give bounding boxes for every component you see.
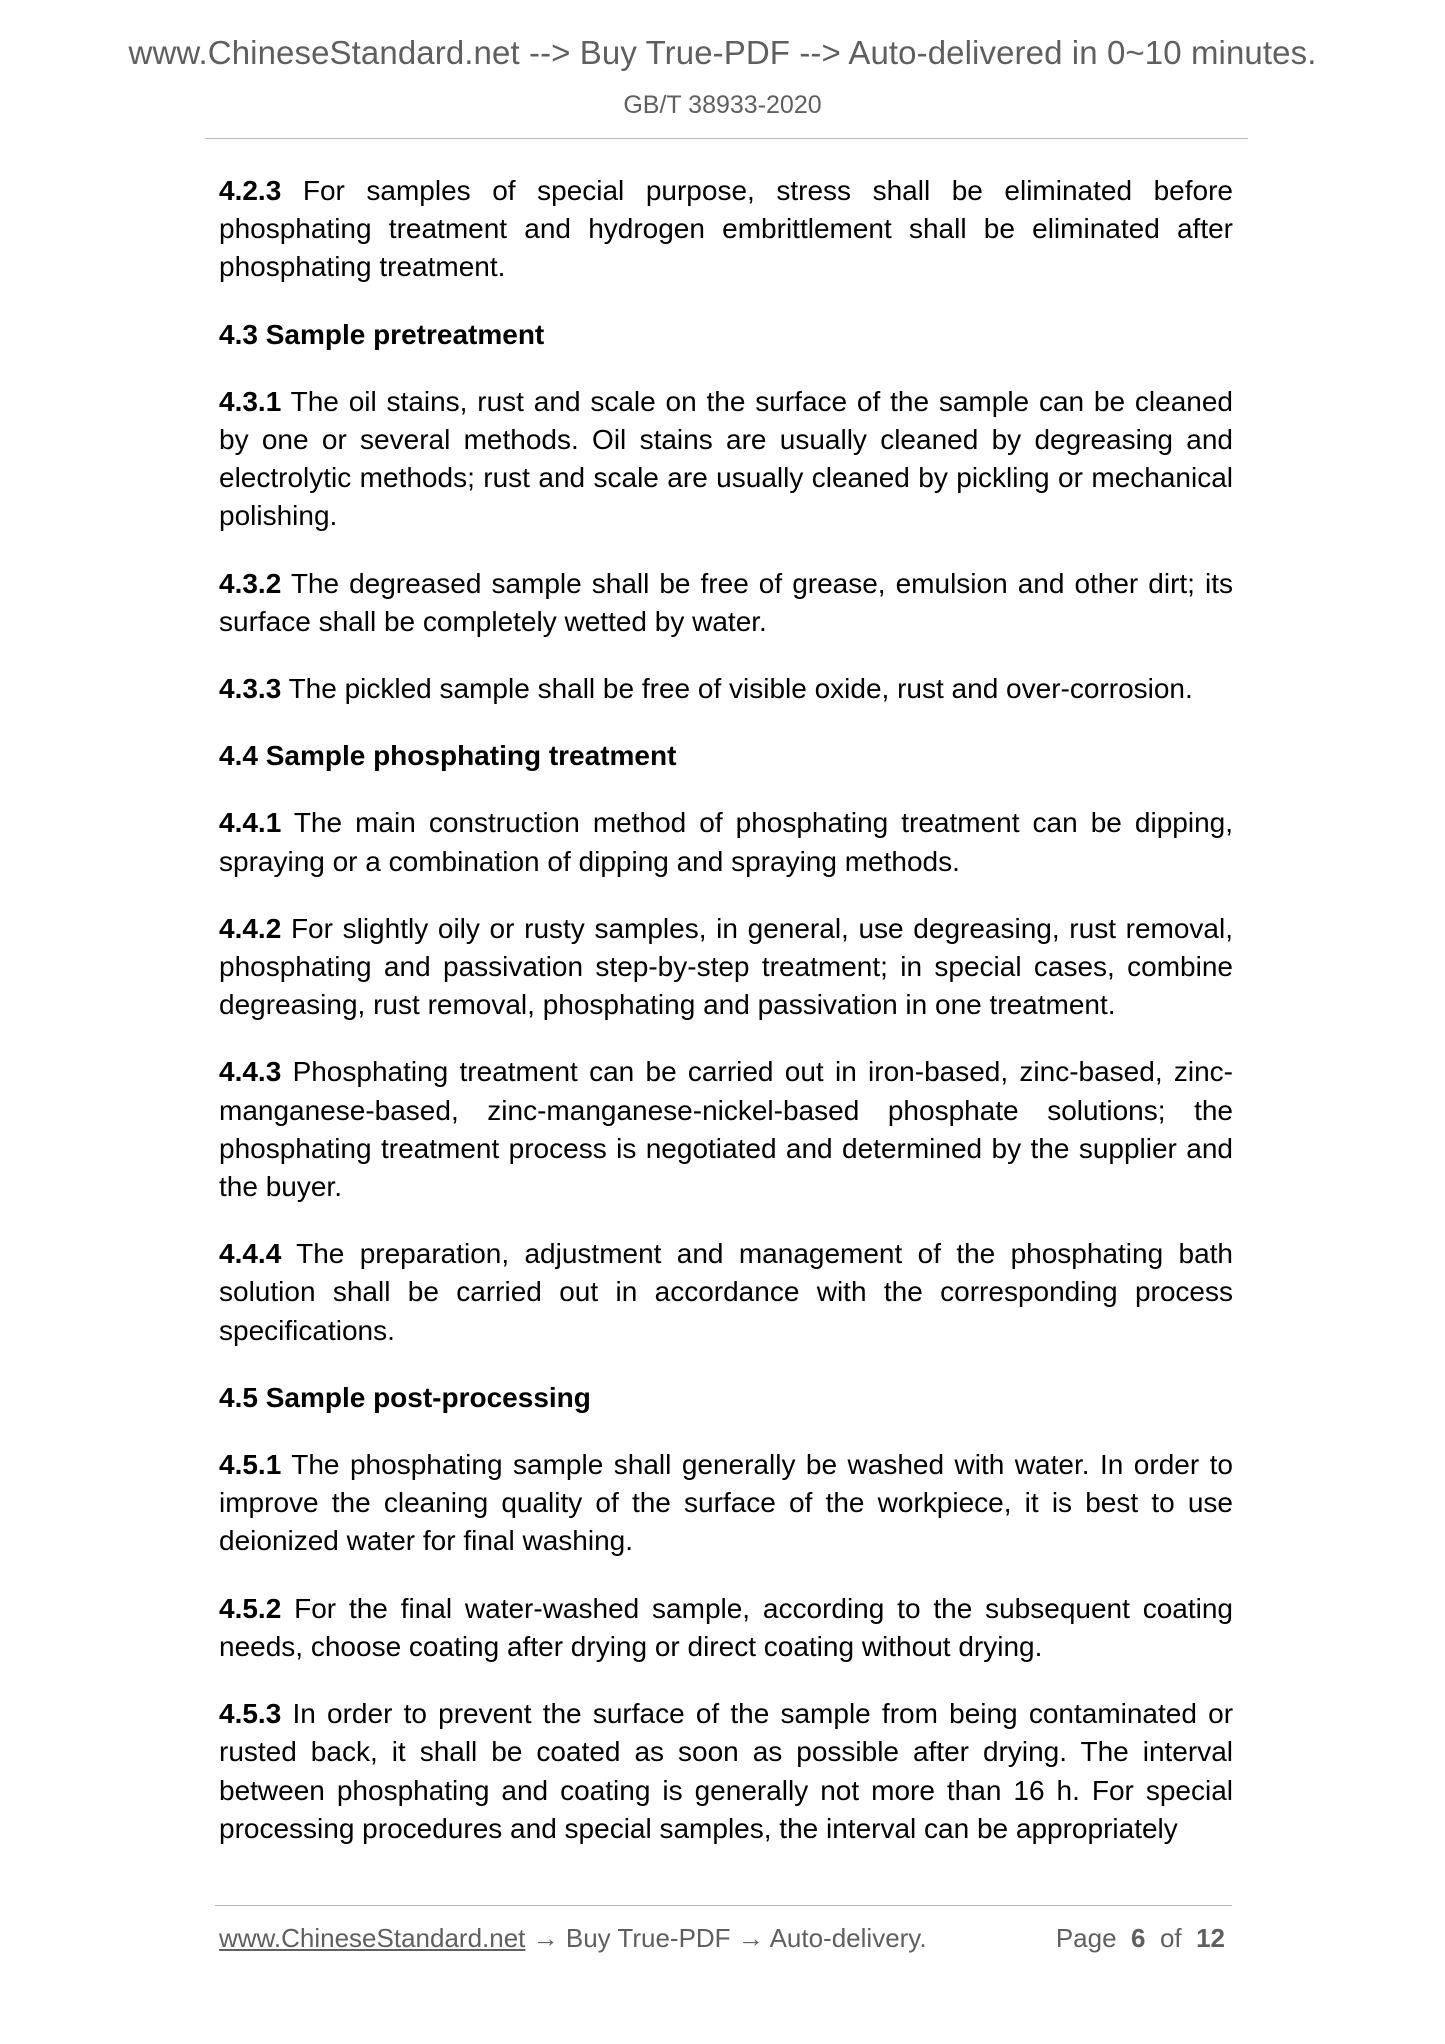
- clause-4-5-2: [219, 1590, 1233, 1666]
- document-body: [219, 172, 1233, 1877]
- section-heading-4-3: 4.3 Sample pretreatment: [219, 318, 545, 350]
- clause-number: 4.4.1: [219, 807, 282, 839]
- clause-number: 4.4.4: [219, 1238, 282, 1270]
- clause-number: 4.5.1: [219, 1449, 282, 1481]
- clause-number: 4.4.2: [219, 912, 282, 944]
- total-pages-number: 12: [1196, 1923, 1225, 1953]
- section-heading-4-5: 4.5 Sample post-processing: [219, 1381, 591, 1413]
- clause-text: The phosphating sample shall generally be washed with water. In order to improve the cleaning quality of the surface of the workpiece, it is best to use deionized water for final washing.: [219, 1449, 1233, 1557]
- clause-number: 4.4.3: [219, 1056, 282, 1088]
- clause-4-3-2: [219, 565, 1233, 641]
- clause-number: 4.2.3: [219, 175, 282, 206]
- clause-4-4-4: [219, 1235, 1233, 1350]
- clause-text: The main construction method of phosphating treatment can be dipping, spraying or a combination of dipping and spraying methods.: [219, 807, 1233, 877]
- clause-4-3-1: [219, 383, 1233, 536]
- clause-text: The pickled sample shall be free of visible oxide, rust and over-corrosion.: [288, 673, 1193, 705]
- page-indicator: [1056, 1923, 1225, 1954]
- current-page-number: 6: [1131, 1923, 1146, 1953]
- clause-text: The preparation, adjustment and management of the phosphating bath solution shall be carried out in accordance with the corresponding process specifications.: [219, 1238, 1233, 1346]
- header-divider: [205, 138, 1248, 139]
- footer-promo-text: → Buy True-PDF → Auto-delivery.: [525, 1923, 927, 1953]
- header-banner: www.ChineseStandard.net --> Buy True-PDF --> Auto-delivered in 0~10 minutes.: [128, 34, 1317, 71]
- document-code: GB/T 38933-2020: [623, 91, 822, 119]
- footer-promo: [219, 1923, 927, 1954]
- clause-4-4-1: [219, 804, 1233, 880]
- clause-text: For samples of special purpose, stress shall be eliminated before phosphating treatment and hydrogen embrittlement shall be eliminated after phosphating treatment.: [219, 175, 1233, 283]
- section-heading-4-4: 4.4 Sample phosphating treatment: [219, 740, 677, 772]
- clause-number: 4.5.3: [219, 1698, 282, 1730]
- clause-4-5-3: [219, 1695, 1233, 1848]
- clause-4-5-1: [219, 1446, 1233, 1561]
- clause-text: Phosphating treatment can be carried out in iron-based, zinc-based, zinc-manganese-based, zinc-manganese-nickel-based phosphate solutions; the phosphating treatment process is negotiated and determined by the supplier and the buyer.: [219, 1056, 1233, 1203]
- of-label: of: [1159, 1923, 1182, 1953]
- clause-text: For the final water-washed sample, according to the subsequent coating needs, choose coating after drying or direct coating without drying.: [219, 1592, 1234, 1662]
- clause-number: 4.5.2: [219, 1592, 282, 1624]
- clause-text: For slightly oily or rusty samples, in general, use degreasing, rust removal, phosphating and passivation step-by-step treatment; in special cases, combine degreasing, rust removal, phosphating and passivation in one treatment.: [219, 912, 1234, 1021]
- clause-number: 4.3.2: [219, 567, 282, 599]
- clause-4-2-3: [219, 172, 1233, 287]
- page-label: Page: [1055, 1923, 1117, 1953]
- clause-number: 4.3.1: [219, 385, 282, 417]
- footer-site-link[interactable]: www.ChineseStandard.net: [219, 1923, 526, 1953]
- clause-text: The degreased sample shall be free of grease, emulsion and other dirt; its surface shall be completely wetted by water.: [219, 567, 1233, 637]
- footer-divider: [215, 1905, 1232, 1906]
- clause-text: In order to prevent the surface of the sample from being contaminated or rusted back, it shall be coated as soon as possible after drying. The interval between phosphating and coating is generally not more than 16 h. For special processing procedures and special samples, the interval can be appropriately: [219, 1698, 1234, 1844]
- clause-4-4-2: [219, 910, 1233, 1025]
- clause-4-4-3: [219, 1053, 1233, 1206]
- clause-number: 4.3.3: [219, 673, 282, 705]
- clause-text: The oil stains, rust and scale on the surface of the sample can be cleaned by one or several methods. Oil stains are usually cleaned by degreasing and electrolytic methods; rust and scale are usually cleaned by pickling or mechanical polishing.: [219, 385, 1233, 532]
- clause-4-3-3: [219, 670, 1233, 708]
